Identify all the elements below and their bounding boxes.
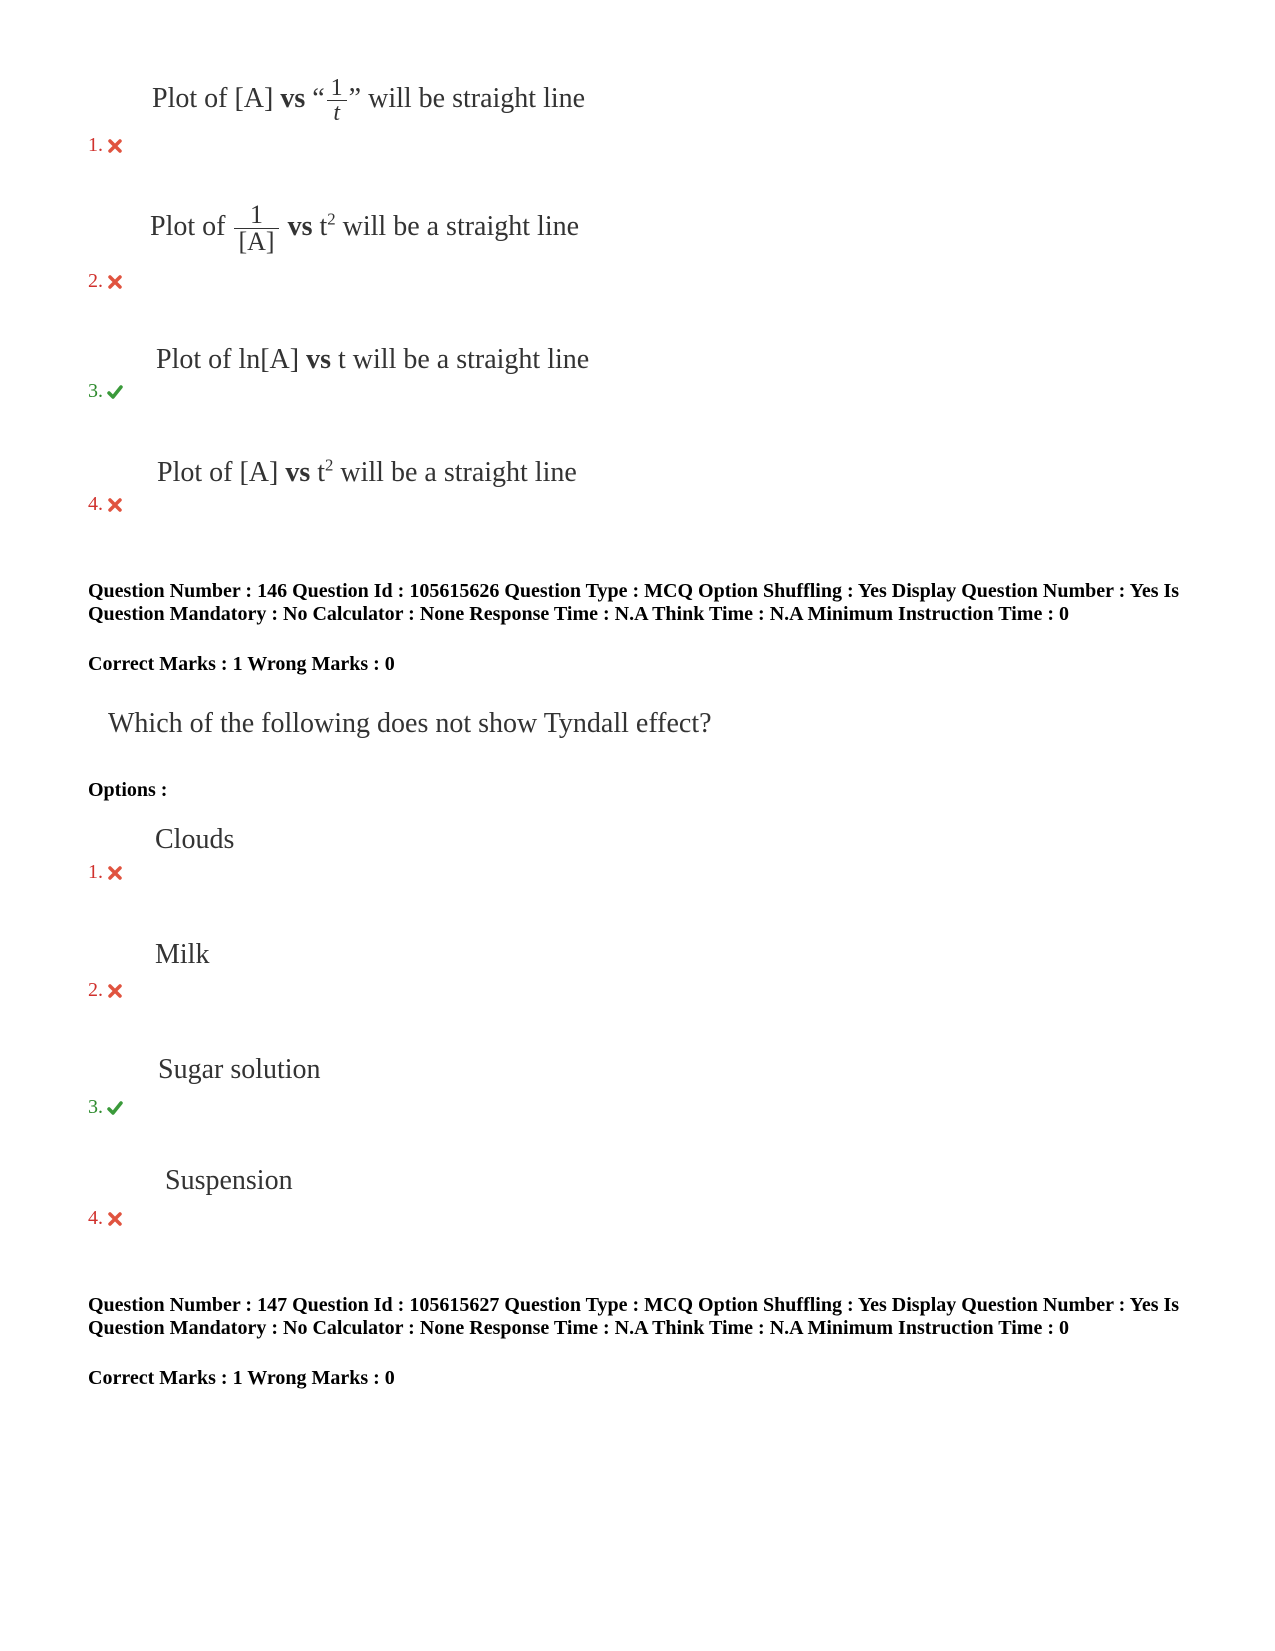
q146-option-1-text: Clouds: [155, 824, 235, 855]
cross-icon: [107, 983, 123, 999]
prev-option-4-text: Plot of [A] vs $t^2$ will be a straight line: [157, 455, 577, 488]
q146-option-4-text: Suspension: [165, 1165, 293, 1196]
q146-option-2-text: Milk: [155, 939, 210, 970]
question-146-meta: Question Number : 146 Question Id : 105615626 Question Type : MCQ Option Shuffling : Yes Display Question Number : Yes Is Question Mandatory : No Calculator : None Response Time : N.A Think Time : N.A Minimum Instruction Time : 0: [88, 580, 1180, 625]
q146-option-3-text: Sugar solution: [158, 1054, 321, 1085]
question-147-marks: Correct Marks : 1 Wrong Marks : 0: [88, 1367, 395, 1389]
prev-option-1-text: Plot of [A] vs “ $\frac{1}{t}$ ” will be straight line: [152, 75, 586, 126]
cross-icon: [107, 497, 123, 513]
question-147-meta: Question Number : 147 Question Id : 105615627 Question Type : MCQ Option Shuffling : Yes Display Question Number : Yes Is Question Mandatory : No Calculator : None Response Time : N.A Think Time : N.A Minimum Instruction Time : 0: [88, 1294, 1180, 1339]
check-icon: [107, 1100, 123, 1116]
q146-option-3-number: 3.: [88, 1096, 123, 1119]
check-icon: [107, 384, 123, 400]
options-label: Options :: [88, 779, 168, 801]
prev-option-2-text: Plot of $\frac{1}{[A]}$ vs $t^2$ will be a straight line: [150, 200, 580, 256]
prev-option-4-number: 4.: [88, 493, 123, 516]
prev-option-3-text: Plot of ln[A] vs t will be a straight line: [156, 344, 590, 375]
q146-option-4-number: 4.: [88, 1207, 123, 1230]
cross-icon: [107, 865, 123, 881]
cross-icon: [107, 274, 123, 290]
prev-option-3-number: 3.: [88, 380, 123, 403]
prev-option-2-number: 2.: [88, 270, 123, 293]
question-146-marks: Correct Marks : 1 Wrong Marks : 0: [88, 653, 395, 675]
q146-option-2-number: 2.: [88, 979, 123, 1002]
question-146-text: Which of the following does not show Tyndall effect?: [108, 708, 712, 739]
q146-option-1-number: 1.: [88, 861, 123, 884]
prev-option-1-number: 1.: [88, 134, 123, 157]
cross-icon: [107, 1211, 123, 1227]
cross-icon: [107, 138, 123, 154]
